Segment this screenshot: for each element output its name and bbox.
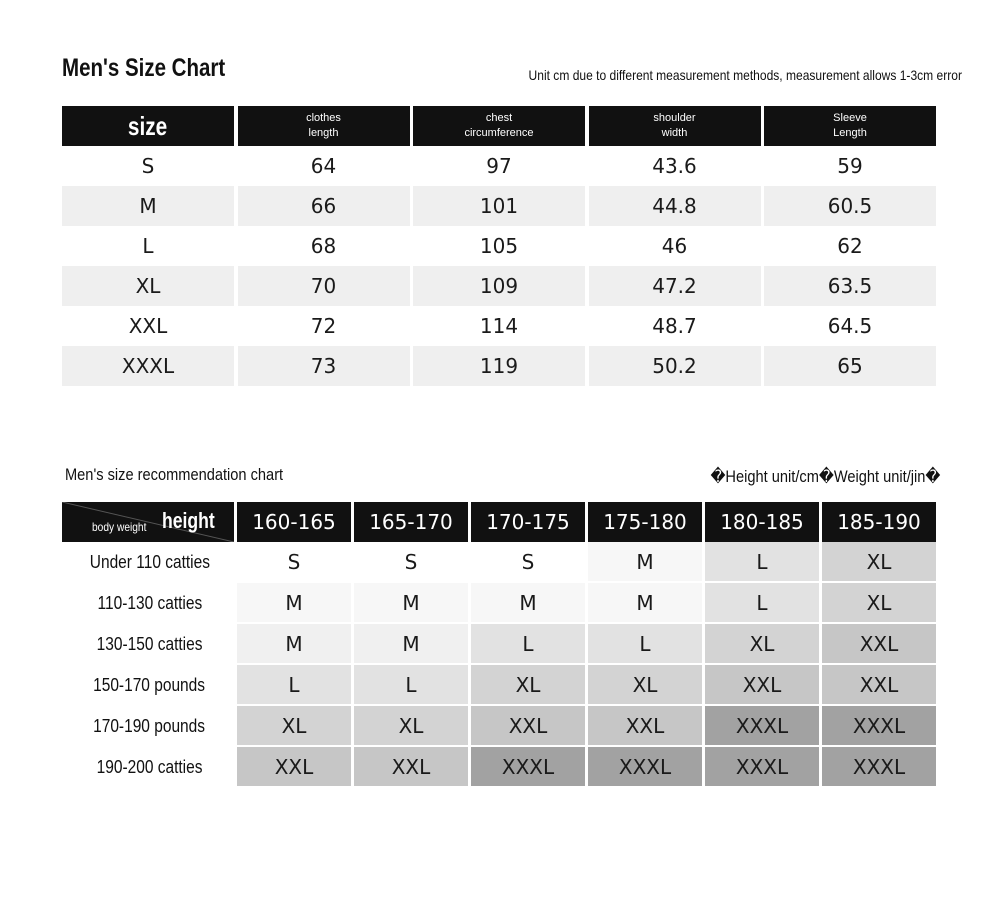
table-cell: S: [354, 542, 468, 581]
table-cell: S: [237, 542, 351, 581]
table-cell: 46: [661, 234, 688, 258]
table-cell: M: [471, 583, 585, 622]
table-cell: 60.5: [764, 186, 936, 226]
table-cell: 47.2: [589, 266, 761, 306]
header-sleeve-length: Sleeve Length: [764, 106, 936, 146]
table-row: [62, 346, 936, 386]
table-cell: 59: [837, 154, 863, 178]
unit-note: �Height unit/cm�Weight unit/jin�: [710, 467, 940, 486]
recommendation-chart-title: Men's size recommendation chart: [65, 465, 284, 484]
table-cell: XL: [237, 706, 351, 745]
weight-label: 130-150 catties: [96, 634, 203, 654]
height-range-header: 170-175: [471, 502, 585, 542]
table-row: [62, 266, 936, 306]
height-range-header: 165-170: [354, 502, 468, 542]
table-cell: L: [588, 624, 702, 663]
table-cell: 101: [413, 186, 585, 226]
table-cell: XL: [471, 665, 585, 704]
height-range-header: 180-185: [705, 502, 819, 542]
table-cell: 68: [310, 234, 337, 258]
table-row: [62, 706, 936, 747]
table-cell: 62: [837, 234, 863, 258]
table-cell: XL: [822, 542, 936, 581]
corner-height-label: height: [162, 508, 215, 533]
size-chart-header-row: [62, 106, 936, 146]
table-cell: L: [142, 234, 154, 258]
table-cell: M: [237, 624, 351, 663]
table-cell: 105: [479, 234, 519, 258]
table-cell: M: [62, 186, 234, 226]
size-chart-table: [62, 106, 936, 386]
table-cell: 73: [238, 346, 410, 386]
table-row: [62, 624, 936, 665]
table-cell: 64: [310, 154, 337, 178]
table-row: [62, 186, 936, 226]
table-cell: XXXL: [705, 706, 819, 745]
table-cell: XL: [588, 665, 702, 704]
table-cell: M: [354, 583, 468, 622]
table-cell: S: [141, 154, 155, 178]
table-cell: 109: [413, 266, 585, 306]
table-cell: 44.8: [589, 186, 761, 226]
table-cell: L: [471, 624, 585, 663]
measurement-note: Unit cm due to different measurement methods, measurement allows 1-3cm error: [528, 67, 962, 83]
weight-label: 150-170 pounds: [93, 675, 206, 695]
table-cell: M: [237, 583, 351, 622]
table-cell: XL: [62, 266, 234, 306]
table-cell: XXL: [588, 706, 702, 745]
height-range-header: 175-180: [588, 502, 702, 542]
table-row: [62, 583, 936, 624]
table-cell: XXXL: [588, 747, 702, 786]
table-cell: XXXL: [705, 747, 819, 786]
table-cell: XL: [822, 583, 936, 622]
height-range-header: 185-190: [822, 502, 936, 542]
height-range-header: 160-165: [237, 502, 351, 542]
table-cell: 43.6: [652, 154, 697, 178]
table-cell: M: [354, 624, 468, 663]
weight-label: Under 110 catties: [89, 552, 210, 572]
header-shoulder-width: shoulder width: [589, 106, 761, 146]
table-cell: XL: [705, 624, 819, 663]
table-cell: XXL: [705, 665, 819, 704]
table-cell: XXL: [471, 706, 585, 745]
table-cell: 50.2: [589, 346, 761, 386]
table-cell: 97: [486, 154, 512, 178]
header-size: size: [62, 106, 234, 146]
table-row: [62, 226, 936, 266]
table-cell: 66: [238, 186, 410, 226]
table-cell: 63.5: [764, 266, 936, 306]
table-cell: 65: [764, 346, 936, 386]
table-cell: XXXL: [471, 747, 585, 786]
weight-label: 110-130 catties: [97, 593, 202, 613]
corner-body-weight-label: body weight: [92, 520, 147, 534]
table-cell: XL: [354, 706, 468, 745]
table-cell: XXXL: [822, 747, 936, 786]
table-cell: 48.7: [652, 314, 697, 338]
table-row: [62, 665, 936, 706]
header-corner-cell: [62, 502, 234, 542]
table-cell: XXL: [822, 624, 936, 663]
table-cell: L: [705, 583, 819, 622]
table-cell: 70: [238, 266, 410, 306]
table-cell: XXXL: [62, 346, 234, 386]
table-cell: S: [471, 542, 585, 581]
table-cell: XXXL: [822, 706, 936, 745]
weight-label: 170-190 pounds: [93, 716, 206, 736]
header-chest-circumference: chest circumference: [413, 106, 585, 146]
table-row: [62, 542, 936, 583]
table-row: [62, 747, 936, 788]
table-cell: M: [588, 542, 702, 581]
table-cell: 64.5: [827, 314, 873, 338]
table-cell: 72: [310, 314, 337, 338]
table-cell: XXL: [237, 747, 351, 786]
table-cell: XXL: [354, 747, 468, 786]
table-cell: 114: [479, 314, 519, 338]
table-cell: XXL: [128, 314, 168, 338]
table-cell: 119: [413, 346, 585, 386]
table-cell: L: [237, 665, 351, 704]
weight-label: 190-200 catties: [96, 757, 203, 777]
table-row: [62, 146, 936, 186]
table-cell: L: [705, 542, 819, 581]
table-cell: L: [354, 665, 468, 704]
table-row: [62, 306, 936, 346]
recommendation-header-row: [62, 502, 936, 542]
header-clothes-length: clothes length: [238, 106, 410, 146]
recommendation-table: [62, 502, 936, 788]
table-cell: M: [588, 583, 702, 622]
table-cell: XXL: [822, 665, 936, 704]
size-chart-title: Men's Size Chart: [62, 54, 226, 82]
